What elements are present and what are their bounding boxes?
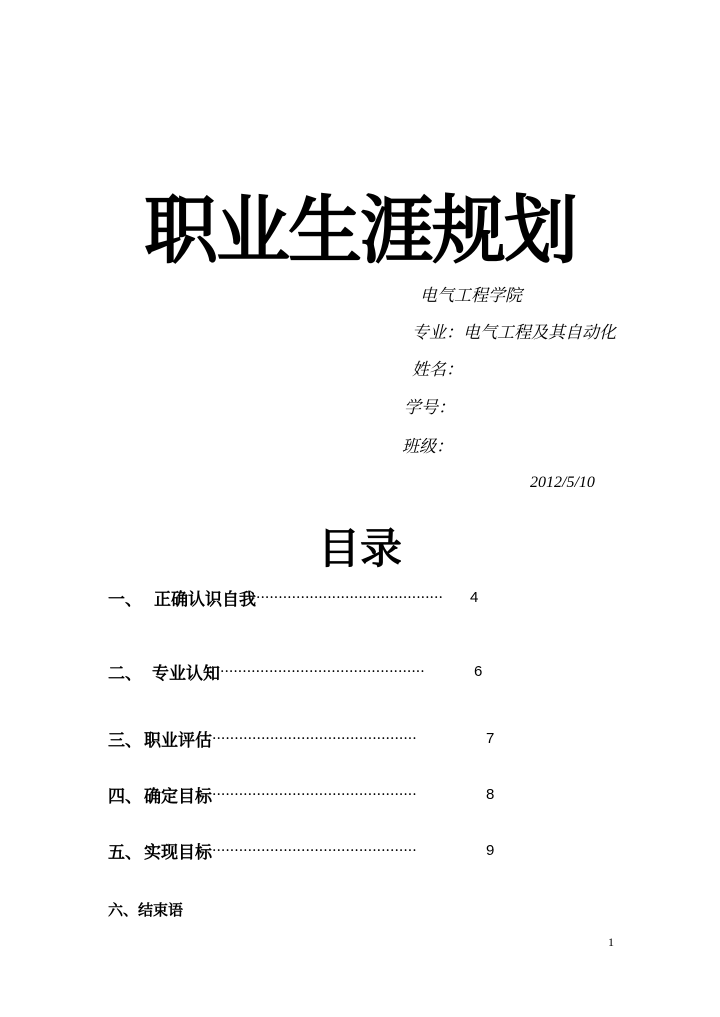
document-date: 2012/5/10	[530, 474, 595, 491]
toc-entry-leader: ··············································	[212, 787, 417, 803]
toc-entry-label: 确定目标	[144, 786, 212, 807]
toc-entry-label: 职业评估	[144, 730, 212, 751]
toc-entry-number: 二、	[108, 663, 142, 684]
toc-entry	[108, 585, 478, 609]
toc-entry-leader: ··············································	[212, 731, 417, 747]
toc-entry-number: 一、	[108, 589, 142, 610]
toc-entry-label: 专业认知	[152, 663, 220, 684]
toc-entry	[108, 726, 494, 750]
toc-entry	[108, 838, 494, 862]
toc-entry-number: 三、	[108, 730, 142, 751]
toc-entry-label: 正确认识自我	[154, 589, 256, 610]
major-field: 专业：电气工程及其自动化	[412, 323, 616, 343]
toc-entry-page: 9	[486, 841, 495, 859]
student-id-field: 学号：	[404, 398, 455, 418]
class-field: 班级：	[402, 437, 453, 457]
toc-entry-leader: ··············································	[212, 843, 417, 859]
toc-entry	[108, 897, 183, 921]
college-name: 电气工程学院	[420, 286, 522, 306]
toc-entry-label: 实现目标	[144, 842, 212, 863]
toc-entry-leader: ··········································	[256, 590, 443, 606]
toc-entry-leader: ··············································	[220, 664, 425, 680]
toc-entry	[108, 782, 494, 806]
page-number: 1	[608, 935, 614, 949]
toc-entry-number: 四、	[108, 786, 142, 807]
toc-entry-number: 六、	[108, 900, 139, 919]
document-title: 职业生涯规划	[144, 188, 576, 274]
toc-entry-page: 6	[474, 662, 483, 680]
toc-heading: 目录	[317, 524, 402, 573]
name-field: 姓名：	[412, 360, 463, 380]
toc-entry-page: 7	[486, 729, 495, 747]
toc-entry-page: 4	[470, 588, 479, 606]
toc-entry	[108, 659, 482, 683]
toc-entry-number: 五、	[108, 842, 142, 863]
toc-entry-page: 8	[486, 785, 495, 803]
toc-entry-label: 结束语	[138, 900, 184, 919]
